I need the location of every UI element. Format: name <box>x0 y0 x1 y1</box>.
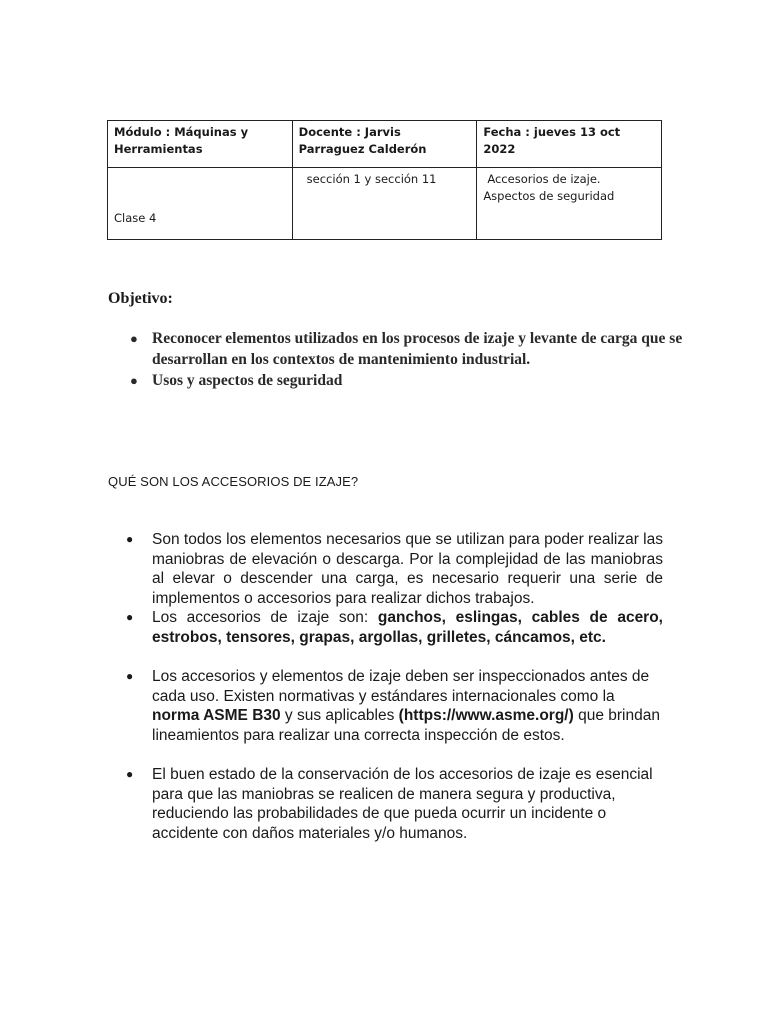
clase-cell <box>108 168 293 240</box>
bullet-icon: ● <box>130 331 138 346</box>
objetivo-item <box>108 328 688 370</box>
asme-url-text: (https://www.asme.org/) <box>398 707 574 724</box>
objetivo-item-text: Reconocer elementos utilizados en los procesos de izaje y levante de carga que se desarrollan en los contextos de mantenimiento industrial. <box>152 330 683 368</box>
content-text: Son todos los elementos necesarios que se utilizan para poder realizar las maniobras de elevación o descarga. Por la complejidad de las maniobras al elevar o descender una carga, es necesario requerir una serie de implementos o accesorios para realizar dichos trabajos. <box>152 531 663 607</box>
seccion-text: sección 1 y sección 11 <box>306 172 437 186</box>
clase-text: Clase 4 <box>114 211 157 225</box>
bullet-icon: ● <box>126 532 134 546</box>
content-text: Los accesorios y elementos de izaje deben ser inspeccionados antes de cada uso. Existen normativas y estándares internacionales como la <box>152 668 650 705</box>
objetivo-item-text: Usos y aspectos de seguridad <box>152 372 343 389</box>
content-text: Los accesorios de izaje son: <box>152 609 378 626</box>
norma-text: norma ASME B30 <box>152 707 281 724</box>
content-text: y sus aplicables <box>280 707 399 724</box>
tema-text: Accesorios de izaje. Aspectos de seguridad <box>483 172 615 203</box>
seccion-cell <box>292 168 477 240</box>
accessories-list-text: ganchos, eslingas, cables de acero, estrobos, tensores, grapas, argollas, grilletes, cáncamos, etc. <box>152 609 663 646</box>
docente-text: Docente : Jarvis Parraguez Calderón <box>298 125 427 156</box>
objetivo-title: Objetivo: <box>108 290 173 307</box>
bullet-icon: ● <box>126 610 134 624</box>
content-item <box>108 765 663 843</box>
content-item <box>108 530 663 608</box>
docente-cell <box>292 121 477 168</box>
tema-cell <box>477 168 662 240</box>
bullet-icon: ● <box>126 767 134 781</box>
header-row-1 <box>108 121 662 168</box>
modulo-cell <box>108 121 293 168</box>
content-text: que brindan lineamientos para realizar una correcta inspección de estos. <box>152 707 660 744</box>
bullet-icon: ● <box>126 669 134 683</box>
fecha-cell <box>477 121 662 168</box>
objetivo-list <box>108 328 688 391</box>
content-item <box>108 667 663 745</box>
content-text: El buen estado de la conservación de los accesorios de izaje es esencial para que las maniobras se realicen de manera segura y productiva, reduciendo las probabilidades de que pueda ocurrir un incidente o accidente con daños materiales y/o humanos. <box>152 766 653 842</box>
objetivo-item <box>108 370 688 391</box>
header-table <box>107 120 662 240</box>
header-row-2 <box>108 168 662 240</box>
section-heading: QUÉ SON LOS ACCESORIOS DE IZAJE? <box>108 474 359 489</box>
modulo-text: Módulo : Máquinas y Herramientas <box>114 125 249 156</box>
fecha-text: Fecha : jueves 13 oct 2022 <box>483 125 621 156</box>
content-item <box>108 608 663 647</box>
content-list <box>108 530 663 843</box>
bullet-icon: ● <box>130 373 138 388</box>
